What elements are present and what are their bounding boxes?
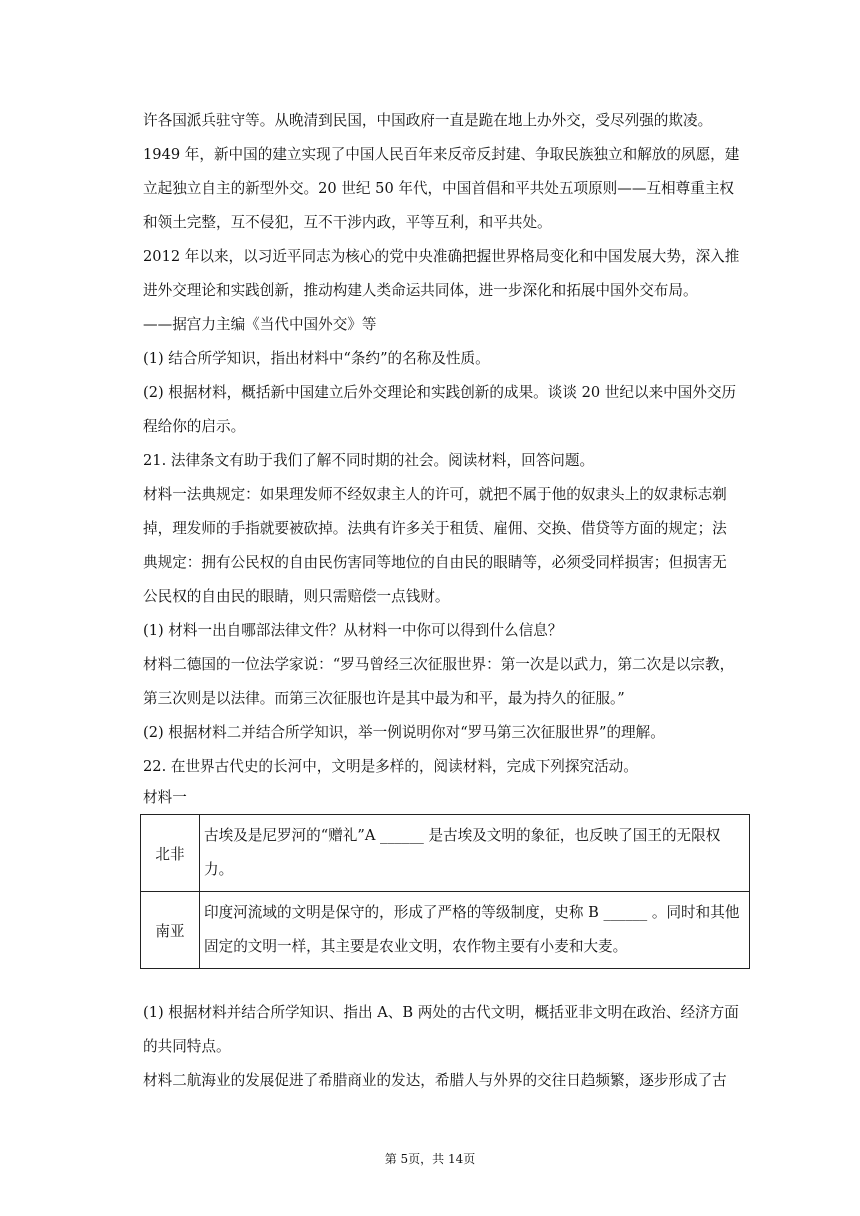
- text-line: 许各国派兵驻守等。从晚清到民国，中国政府一直是跪在地上办外交，受尽列强的欺凌。: [143, 112, 713, 129]
- text-line: 公民权的自由民的眼睛，则只需赔偿一点钱财。: [143, 588, 450, 605]
- source-citation: ——据宫力主编《当代中国外交》等: [143, 316, 377, 333]
- region-cell: 南亚: [141, 892, 200, 969]
- material-label: 材料一: [143, 789, 187, 806]
- text-line: 和领土完整，互不侵犯，互不干涉内政，平等互利，和平共处。: [143, 214, 552, 231]
- text-line: 材料二德国的一位法学家说：“罗马曾经三次征服世界：第一次是以武力，第二次是以宗教，: [143, 656, 735, 673]
- text-line: 材料二航海业的发展促进了希腊商业的发达，希腊人与外界的交往日趋频繁，逐步形成了古: [143, 1072, 727, 1089]
- content-cell: [200, 892, 750, 969]
- question-21-heading: 21. 法律条文有助于我们了解不同时期的社会。阅读材料，回答问题。: [143, 452, 595, 469]
- question-21-2: (2) 根据材料二并结合所学知识，举一例说明你对“罗马第三次征服世界”的理解。: [143, 724, 665, 741]
- text-line: 材料一法典规定：如果理发师不经奴隶主人的许可，就把不属于他的奴隶头上的奴隶标志剃: [143, 486, 727, 503]
- text-line: 典规定：拥有公民权的自由民伤害同等地位的自由民的眼睛等，必须受同样损害；但损害无: [143, 554, 727, 571]
- cell-line: 古埃及是尼罗河的“赠礼”A ______ 是古埃及文明的象征，也反映了国王的无限权: [204, 827, 721, 844]
- region-cell: 北非: [141, 815, 200, 892]
- table-row: [141, 815, 750, 892]
- question-21-1: (1) 材料一出自哪部法律文件？从材料一中你可以得到什么信息？: [143, 622, 563, 639]
- text-line: 掉，理发师的手指就要被砍掉。法典有许多关于租赁、雇佣、交换、借贷等方面的规定；法: [143, 520, 727, 537]
- question-1: (1) 结合所学知识，指出材料中“条约”的名称及性质。: [143, 350, 490, 367]
- question-22-heading: 22. 在世界古代史的长河中，文明是多样的，阅读材料，完成下列探究活动。: [143, 758, 638, 775]
- text-line: 的共同特点。: [143, 1038, 231, 1055]
- text-line: 2012 年以来，以习近平同志为核心的党中央准确把握世界格局变化和中国发展大势，深入推: [143, 248, 740, 265]
- table-row: [141, 892, 750, 969]
- text-line: 立起独立自主的新型外交。20 世纪 50 年代，中国首倡和平共处五项原则——互相尊重主权: [143, 180, 735, 197]
- text-line: 第三次则是以法律。而第三次征服也许是其中最为和平，最为持久的征服。”: [143, 690, 625, 707]
- content-cell: [200, 815, 750, 892]
- page-footer: 第 5页，共 14页: [384, 1152, 476, 1166]
- text-line: 进外交理论和实践创新，推动构建人类命运共同体，进一步深化和拓展中国外交布局。: [143, 282, 698, 299]
- cell-line: 固定的文明一样，其主要是农业文明，农作物主要有小麦和大麦。: [204, 938, 628, 955]
- text-line: 程给你的启示。: [143, 418, 246, 435]
- text-line: 1949 年，新中国的建立实现了中国人民百年来反帝反封建、争取民族独立和解放的夙愿，建: [143, 146, 740, 163]
- cell-line: 力。: [204, 861, 234, 878]
- cell-line: 印度河流域的文明是保守的，形成了严格的等级制度，史称 B ______ 。同时和其他: [204, 904, 740, 921]
- material-table: [140, 814, 750, 969]
- question-2: (2) 根据材料，概括新中国建立后外交理论和实践创新的成果。谈谈 20 世纪以来中国外交历: [143, 384, 737, 401]
- question-22-1: (1) 根据材料并结合所学知识、指出 A、B 两处的古代文明，概括亚非文明在政治、经济方面: [143, 1004, 739, 1021]
